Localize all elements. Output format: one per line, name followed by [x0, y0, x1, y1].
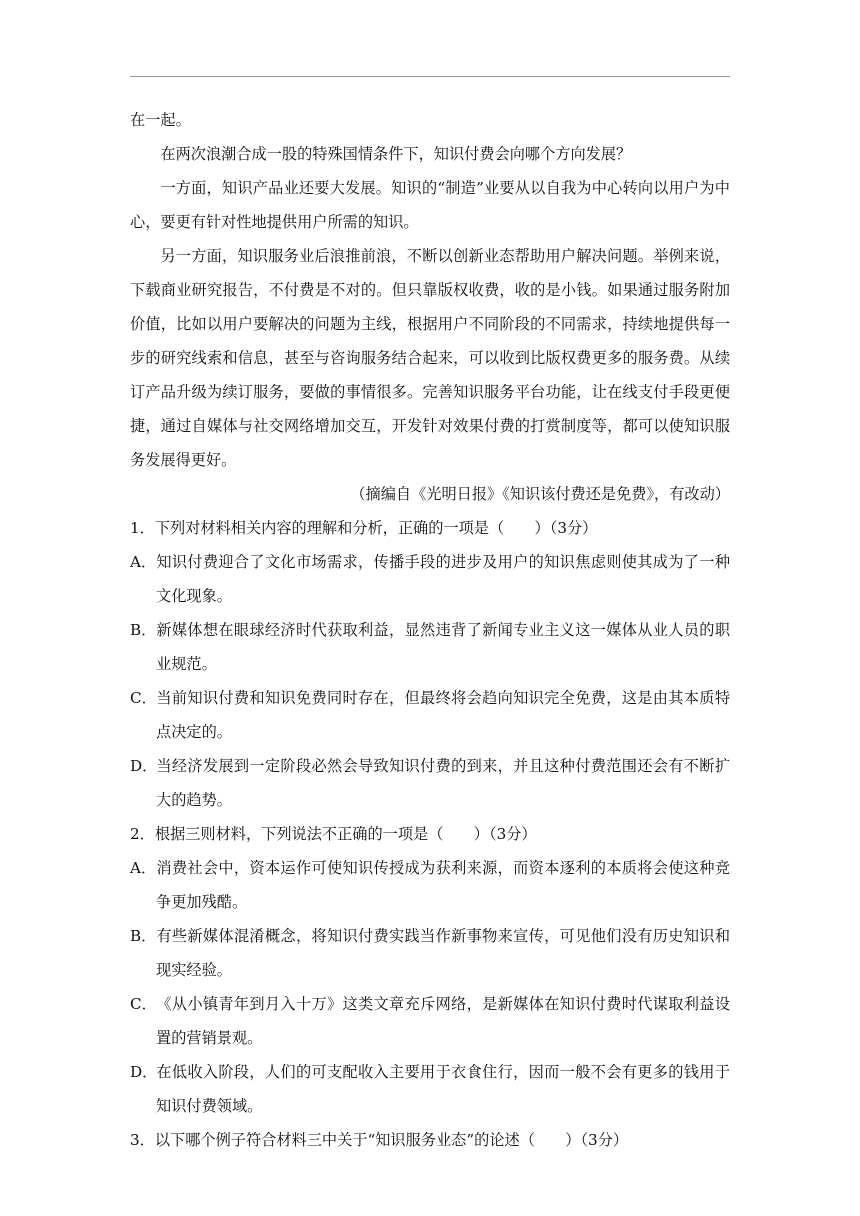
option-text: 在低收入阶段，人们的可支配收入主要用于衣食住行，因而一般不会有更多的钱用于知识付费领域。: [156, 1063, 730, 1115]
passage-source: （摘编自《光明日报》《知识该付费还是免费》，有改动）: [350, 485, 730, 503]
question-1-option-d: [130, 749, 730, 817]
passage-paragraph-1: 在两次浪潮合成一股的特殊国情条件下，知识付费会向哪个方向发展？: [160, 145, 632, 163]
option-text: 当经济发展到一定阶段必然会导致知识付费的到来，并且这种付费范围还会有不断扩大的趋势。: [156, 757, 730, 809]
question-2-option-a: [130, 851, 730, 919]
document-body: [130, 103, 730, 1157]
option-text: 知识付费迎合了文化市场需求，传播手段的进步及用户的知识焦虑则使其成为了一种文化现象。: [156, 553, 730, 605]
question-1-option-b: [130, 613, 730, 681]
question-2-option-b: [130, 919, 730, 987]
option-text: 有些新媒体混淆概念，将知识付费实践当作新事物来宣传，可见他们没有历史知识和现实经验。: [156, 927, 730, 979]
option-letter: A．: [130, 859, 157, 877]
option-letter: C．: [130, 689, 157, 707]
option-letter: A．: [130, 553, 157, 571]
question-1-option-a: [130, 545, 730, 613]
question-2-stem: 2．根据三则材料，下列说法不正确的一项是（ ）（3分）: [130, 825, 537, 843]
question-2-option-d: [130, 1055, 730, 1123]
passage-paragraph-2: 一方面，知识产品业还要大发展。知识的“制造”业要从以自我为中心转向以用户为中心，要更有针对性地提供用户所需的知识。: [130, 179, 730, 231]
option-text: 新媒体想在眼球经济时代获取利益，显然违背了新闻专业主义这一媒体从业人员的职业规范。: [156, 621, 730, 673]
passage-paragraph-3: 另一方面，知识服务业后浪推前浪，不断以创新业态帮助用户解决问题。举例来说，下载商业研究报告，不付费是不对的。但只靠版权收费，收的是小钱。如果通过服务附加价值，比如以用户要解决的问题为主线，根据用户不同阶段的不同需求，持续地提供每一步的研究线索和信息，甚至与咨询服务结合起来，可以收到比版权费更多的服务费。从续订产品升级为续订服务，要做的事情很多。完善知识服务平台功能，让在线支付手段更便捷，通过自媒体与社交网络增加交互，开发针对效果付费的打赏制度等，都可以使知识服务发展得更好。: [130, 247, 730, 469]
question-1-option-c: [130, 681, 730, 749]
option-letter: B．: [130, 621, 157, 639]
header-rule: [130, 76, 730, 77]
option-text: 《从小镇青年到月入十万》这类文章充斥网络，是新媒体在知识付费时代谋取利益设置的营销景观。: [156, 995, 730, 1047]
option-text: 当前知识付费和知识免费同时存在，但最终将会趋向知识完全免费，这是由其本质特点决定的。: [156, 689, 730, 741]
passage-paragraph-0: 在一起。: [130, 111, 191, 129]
option-letter: B．: [130, 927, 157, 945]
question-1-stem: 1．下列对材料相关内容的理解和分析，正确的一项是（ ）（3分）: [130, 519, 598, 537]
option-letter: C．: [130, 995, 157, 1013]
question-3-stem: 3．以下哪个例子符合材料三中关于“知识服务业态”的论述（ ）（3分）: [130, 1131, 629, 1149]
option-letter: D．: [130, 1063, 158, 1081]
option-text: 消费社会中，资本运作可使知识传授成为获利来源，而资本逐利的本质将会使这种竞争更加残酷。: [156, 859, 730, 911]
option-letter: D．: [130, 757, 158, 775]
question-2-option-c: [130, 987, 730, 1055]
